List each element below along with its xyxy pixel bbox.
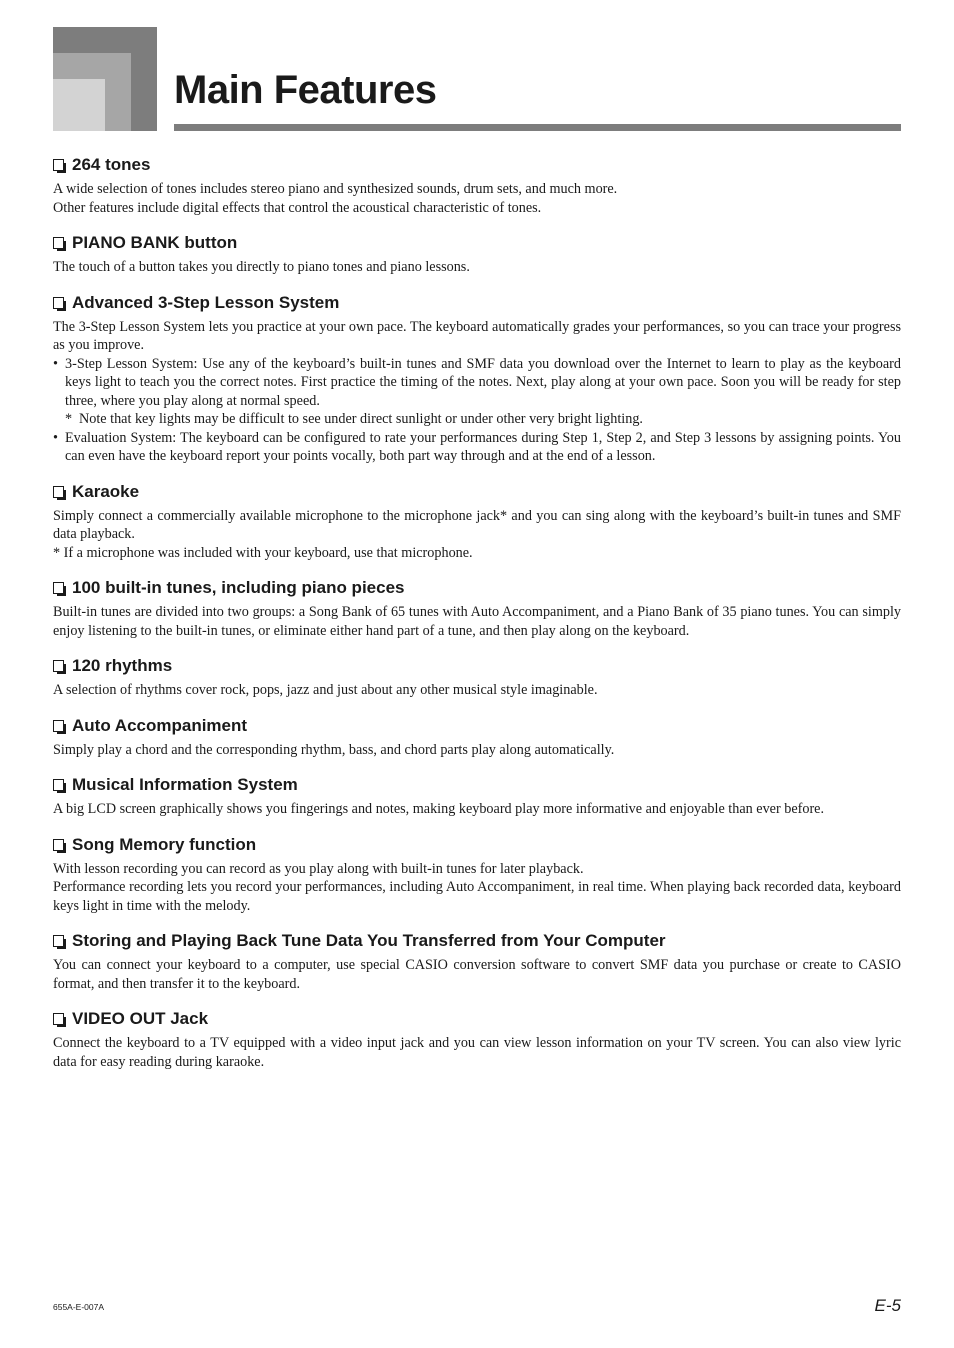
section-lesson-system bbox=[53, 292, 901, 466]
section-paragraph: Connect the keyboard to a TV equipped with a video input jack and you can view lesson information on your TV screen. You can also view lyric data for easy reading during karaoke. bbox=[53, 1035, 901, 1070]
section-piano-bank bbox=[53, 232, 901, 277]
corner-decoration-inner bbox=[53, 79, 105, 131]
section-heading-text: 100 built-in tunes, including piano pieces bbox=[72, 578, 405, 597]
section-heading bbox=[53, 577, 901, 599]
checkbox-bullet-icon bbox=[53, 1013, 64, 1025]
section-heading bbox=[53, 292, 901, 314]
section-heading bbox=[53, 232, 901, 254]
section-storing-playing-back bbox=[53, 930, 901, 993]
features-content bbox=[53, 154, 901, 1086]
section-musical-information bbox=[53, 774, 901, 819]
checkbox-bullet-icon bbox=[53, 159, 64, 171]
bullet-text: 3-Step Lesson System: Use any of the keyboard’s built-in tunes and SMF data you download over the Internet to learn to play as the keyboard keys light to teach you the correct notes. First practice the timing of the notes. Next, play along at your own pace. Soon you will be ready for step three, where you play along at normal speed. bbox=[65, 355, 901, 409]
section-paragraph: Built-in tunes are divided into two groups: a Song Bank of 65 tunes with Auto Accompaniment, and a Piano Bank of 35 piano tunes. You can simply enjoy listening to the built-in tunes, or eliminate either hand part of a tune, and then play along on the keyboard. bbox=[53, 604, 901, 639]
page-number: E-5 bbox=[874, 1296, 901, 1315]
section-paragraph: A big LCD screen graphically shows you fingerings and notes, making keyboard play more informative and enjoyable than ever before. bbox=[53, 801, 825, 817]
section-paragraph: Performance recording lets you record your performances, including Auto Accompaniment, in real time. When playing back recorded data, keyboard keys light in time with the melody. bbox=[53, 879, 901, 914]
section-paragraph: With lesson recording you can record as you play along with built-in tunes for later playback. bbox=[53, 860, 584, 877]
checkbox-bullet-icon bbox=[53, 582, 64, 594]
section-heading bbox=[53, 715, 901, 737]
checkbox-bullet-icon bbox=[53, 297, 64, 309]
bullet-text: Evaluation System: The keyboard can be configured to rate your performances during Step 1, Step 2, and Step 3 lessons by assigning points. You can even have the keyboard report your points vocally, both part way through and at the end of a lesson. bbox=[65, 429, 901, 464]
section-heading bbox=[53, 154, 901, 176]
bullet-item bbox=[53, 429, 901, 466]
checkbox-bullet-icon bbox=[53, 237, 64, 249]
section-heading-text: Auto Accompaniment bbox=[72, 715, 248, 735]
section-paragraph: The touch of a button takes you directly to piano tones and piano lessons. bbox=[53, 259, 470, 275]
section-heading-text: Song Memory function bbox=[72, 834, 257, 854]
checkbox-bullet-icon bbox=[53, 486, 64, 498]
section-built-in-tunes bbox=[53, 577, 901, 640]
section-heading-text: 264 tones bbox=[72, 155, 151, 174]
section-heading bbox=[53, 834, 901, 856]
section-heading bbox=[53, 481, 901, 503]
checkbox-bullet-icon bbox=[53, 779, 64, 791]
section-heading-text: Karaoke bbox=[72, 481, 140, 501]
bullet-dot-icon: • bbox=[53, 355, 58, 372]
corner-decoration bbox=[53, 27, 157, 131]
section-paragraph: A selection of rhythms cover rock, pops, jazz and just about any other musical style imaginable. bbox=[53, 682, 598, 698]
note-text: Note that key lights may be difficult to see under direct sunlight or under other very bright lighting. bbox=[79, 411, 643, 427]
bullet-dot-icon: • bbox=[53, 429, 58, 446]
checkbox-bullet-icon bbox=[53, 720, 64, 732]
section-heading-text: VIDEO OUT Jack bbox=[72, 1009, 209, 1028]
section-paragraph: Simply play a chord and the corresponding rhythm, bass, and chord parts play along automatically. bbox=[53, 741, 615, 758]
section-video-out bbox=[53, 1008, 901, 1071]
section-rhythms bbox=[53, 655, 901, 700]
section-heading-text: Musical Information System bbox=[72, 775, 298, 794]
section-heading-text: PIANO BANK button bbox=[72, 233, 238, 252]
section-song-memory bbox=[53, 834, 901, 916]
section-paragraph: You can connect your keyboard to a computer, use special CASIO conversion software to convert SMF data you purchase or create to CASIO format, and then transfer it to the keyboard. bbox=[53, 957, 901, 992]
section-paragraph: The 3-Step Lesson System lets you practice at your own pace. The keyboard automatically grades your performances, so you can trace your progress as you improve. bbox=[53, 318, 901, 353]
footer-code: 655A-E-007A bbox=[53, 1302, 105, 1312]
checkbox-bullet-icon bbox=[53, 935, 64, 947]
section-auto-accompaniment bbox=[53, 715, 901, 760]
section-paragraph: Simply connect a commercially available microphone to the microphone jack* and you can sing along with the keyboard’s built-in tunes and SMF data playback. bbox=[53, 507, 901, 542]
section-heading-text: Advanced 3-Step Lesson System bbox=[72, 292, 340, 312]
section-heading-text: Storing and Playing Back Tune Data You Transferred from Your Computer bbox=[72, 931, 666, 950]
checkbox-bullet-icon bbox=[53, 839, 64, 851]
section-heading bbox=[53, 930, 901, 952]
section-264-tones bbox=[53, 154, 901, 217]
title-rule bbox=[174, 124, 901, 131]
section-karaoke bbox=[53, 481, 901, 563]
section-paragraph: A wide selection of tones includes stereo piano and synthesized sounds, drum sets, and much more. bbox=[53, 181, 618, 197]
section-heading-text: 120 rhythms bbox=[72, 656, 173, 675]
checkbox-bullet-icon bbox=[53, 660, 64, 672]
asterisk-icon: * bbox=[65, 411, 73, 427]
page-title: Main Features bbox=[174, 68, 437, 112]
bullet-item bbox=[53, 355, 901, 411]
section-heading bbox=[53, 1008, 901, 1030]
section-paragraph: * If a microphone was included with your keyboard, use that microphone. bbox=[53, 544, 473, 561]
section-heading bbox=[53, 655, 901, 677]
note-item bbox=[65, 410, 901, 429]
section-heading bbox=[53, 774, 901, 796]
section-paragraph: Other features include digital effects that control the acoustical characteristic of tones. bbox=[53, 199, 542, 216]
